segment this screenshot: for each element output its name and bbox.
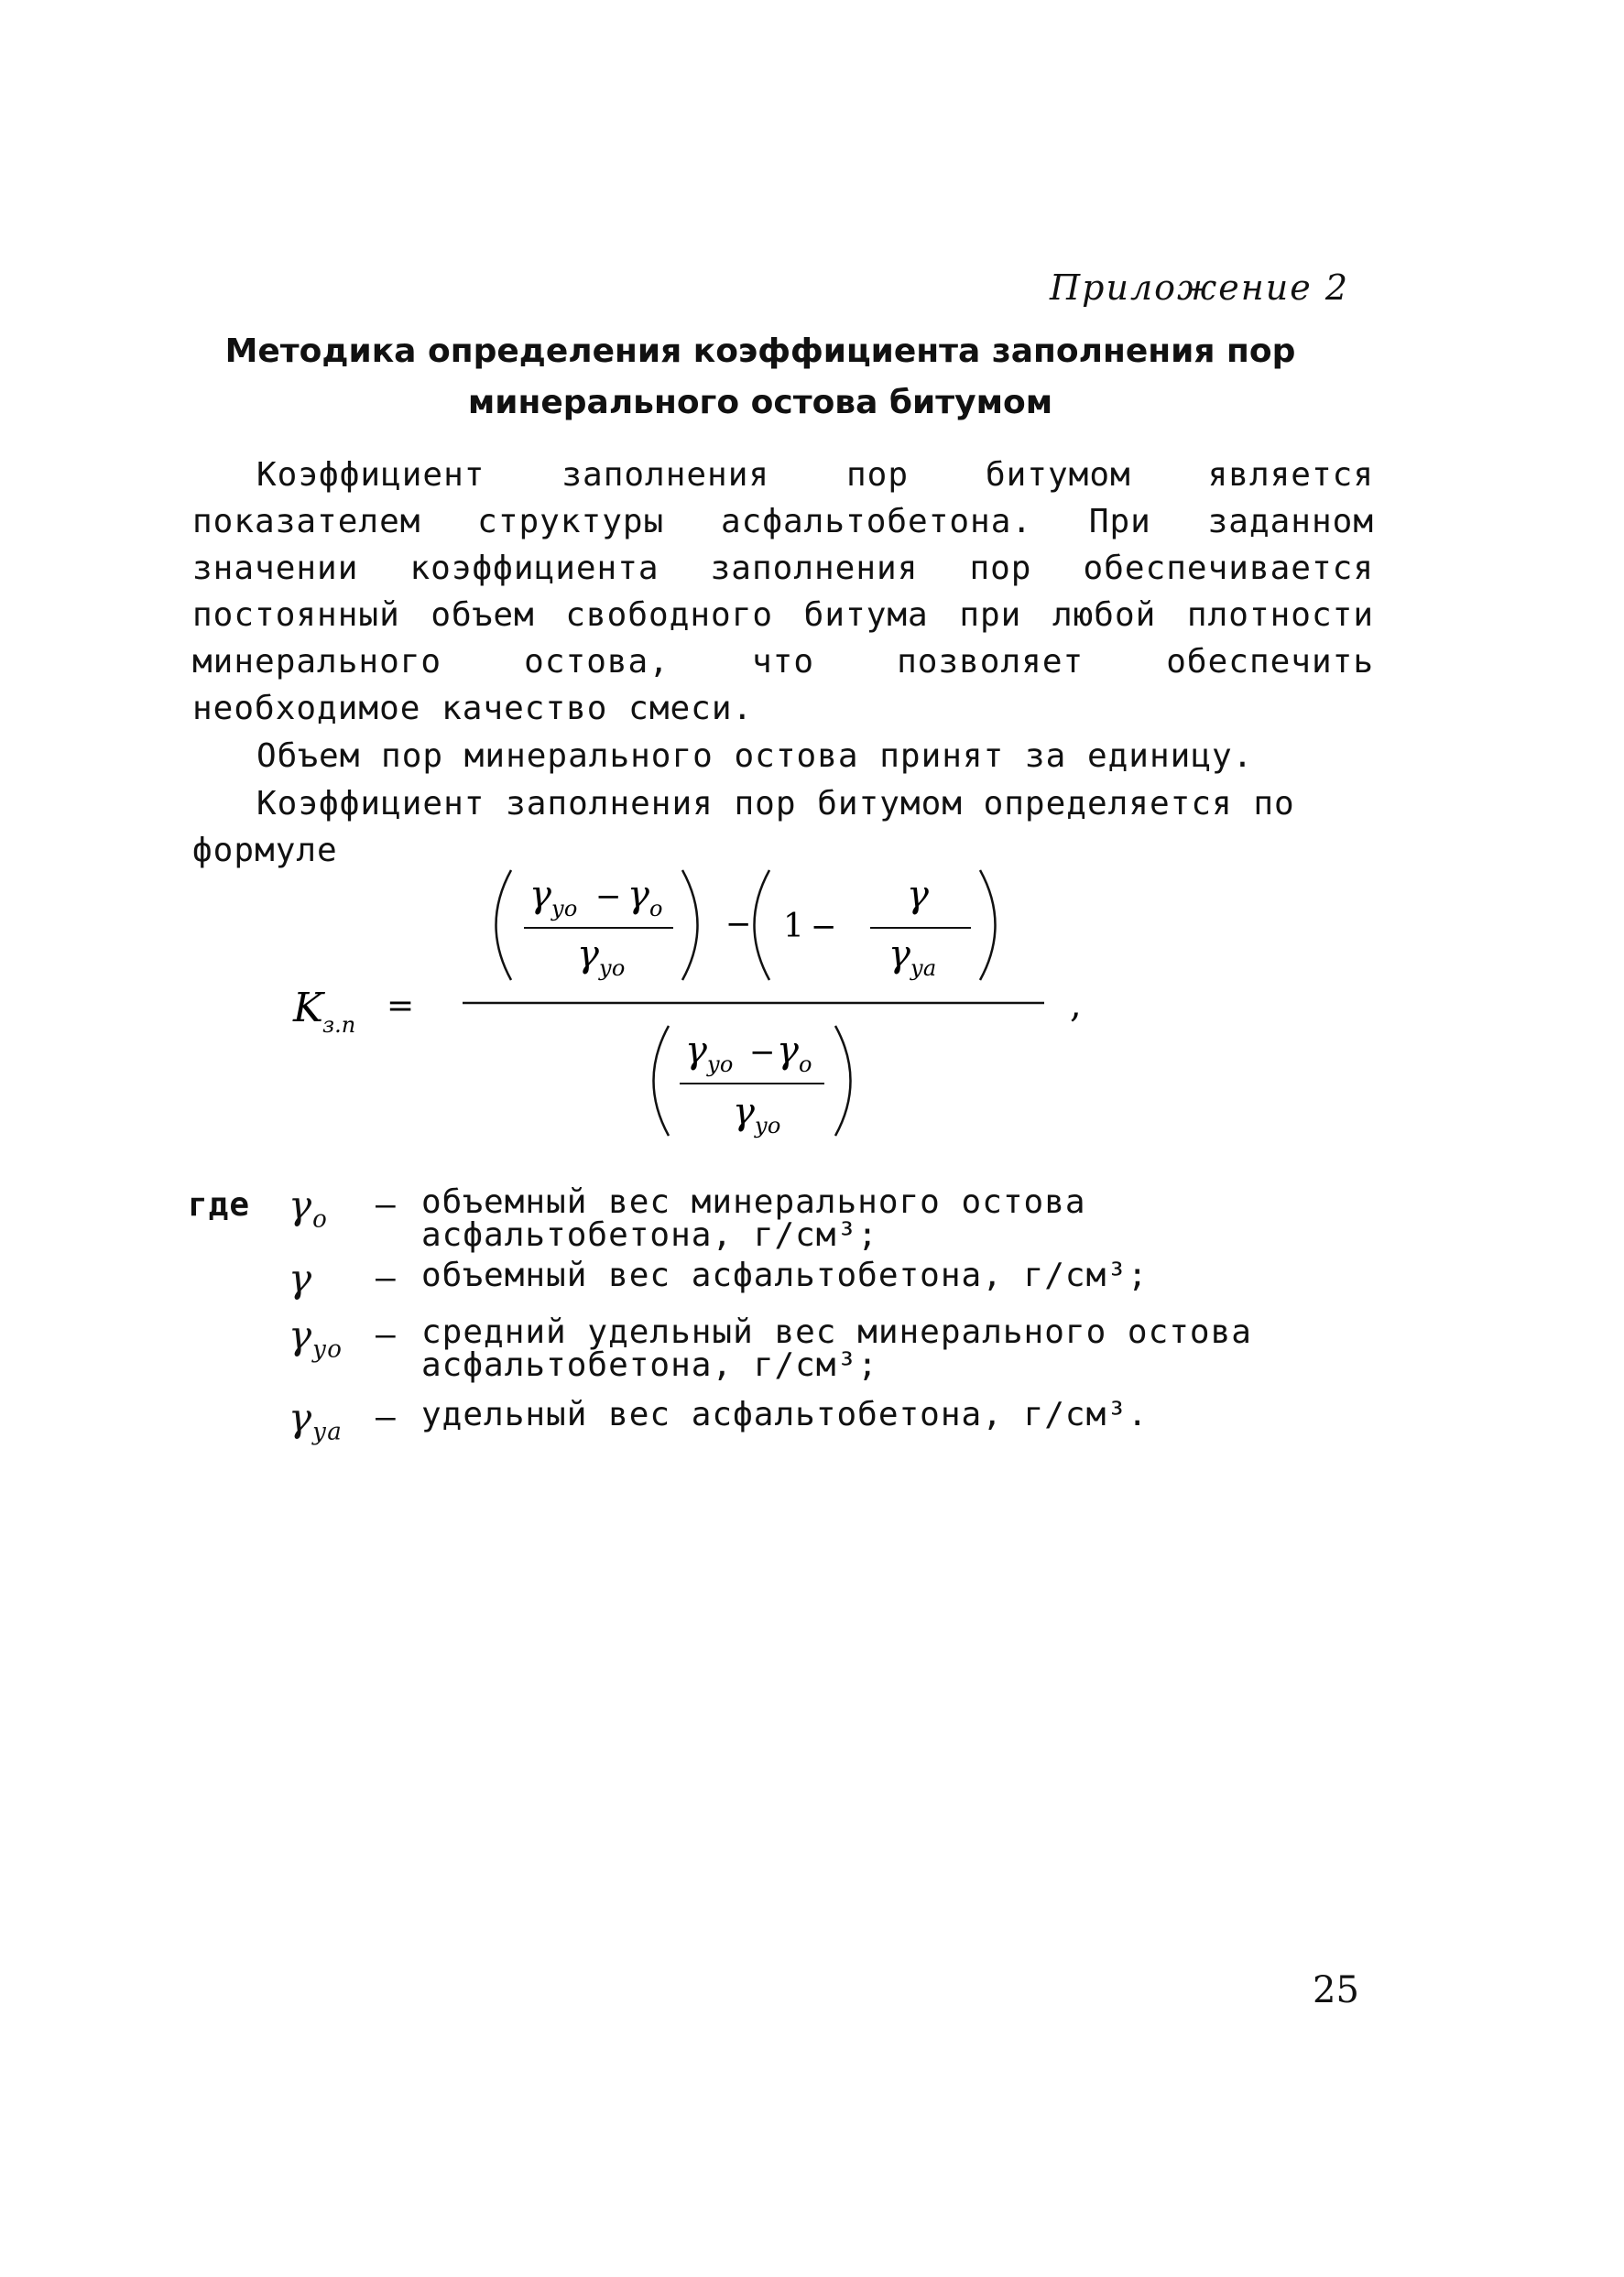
paragraph-pore-volume: Объем пор минерального остова принят за единицу. — [256, 737, 1254, 775]
num-gamma: γ — [907, 874, 929, 916]
den2-gamma-yo: γ — [685, 1030, 707, 1072]
gamma-ya-symbol: $\gamma_{уа}$ — [289, 1395, 343, 1446]
den2-gamma-o-sub: о — [799, 1051, 812, 1077]
left-paren-2 — [755, 870, 770, 980]
den-gamma-ya: γ — [888, 933, 910, 975]
section-title — [183, 326, 1337, 429]
formula-trailing-comma: , — [1070, 984, 1082, 1026]
num-minus-1: − — [595, 878, 622, 915]
right-paren-3 — [835, 1026, 851, 1136]
num-gamma-yo-sub: уо — [551, 896, 578, 921]
paragraph-intro: Коэффициент заполнения пор битумом является показателем структуры асфальтобетона. При заданном значении коэффициента заполнения пор обеспечивается постоянный объем свободного битума при любой плотности минерального остова, что позволяет обеспечить необходимое качество смеси. — [192, 456, 1374, 727]
definitions-list — [188, 1182, 1388, 1472]
formula-equals: = — [387, 987, 415, 1025]
den2-gamma-yo-bottom: γ — [733, 1091, 755, 1133]
definition-dash: – — [376, 1316, 397, 1354]
fill-coefficient-formula — [275, 856, 1099, 1149]
definition-text: объемный вес минерального остова асфальтобетона, г/см³; — [421, 1183, 1086, 1254]
num-minus-3: − — [811, 909, 837, 945]
num-gamma-o-sub: о — [649, 896, 663, 921]
definition-text: объемный вес асфальтобетона, г/см³; — [421, 1257, 1149, 1294]
formula-lhs: K — [293, 985, 323, 1031]
gamma-yo-symbol: $\gamma_{уо}$ — [289, 1313, 343, 1364]
definition-text: удельный вес асфальтобетона, г/см³. — [421, 1396, 1149, 1433]
num-gamma-yo: γ — [529, 874, 551, 916]
where-label: где — [188, 1186, 251, 1224]
definition-row — [188, 1182, 1388, 1259]
den2-minus: − — [749, 1034, 776, 1071]
den2-gamma-yo-bottom-sub: уо — [755, 1113, 781, 1138]
definition-dash: – — [376, 1259, 397, 1297]
definition-row — [188, 1395, 1388, 1472]
right-paren-1 — [682, 870, 698, 980]
den2-gamma-yo-sub: уо — [707, 1051, 734, 1077]
den-gamma-yo: γ — [577, 933, 599, 975]
title-line-2: минерального остова битумом — [467, 384, 1053, 421]
den2-gamma-o: γ — [777, 1030, 799, 1072]
num-one: 1 — [783, 908, 804, 945]
gamma-symbol: γ — [289, 1256, 313, 1301]
den-gamma-ya-sub: уа — [910, 955, 937, 981]
definition-text: средний удельный вес минерального остова асфальтобетона, г/см³; — [421, 1313, 1252, 1384]
left-paren-1 — [496, 870, 512, 980]
definition-row — [188, 1313, 1388, 1399]
definition-dash: – — [376, 1399, 397, 1436]
num-minus-2: − — [725, 906, 752, 942]
left-paren-3 — [654, 1026, 670, 1136]
paragraph-formula-intro: Коэффициент заполнения пор битумом определяется по формуле — [192, 785, 1295, 869]
definition-dash: – — [376, 1186, 397, 1224]
formula-lhs-subscript: з.п — [322, 1012, 356, 1038]
page-number: 25 — [1313, 1969, 1359, 2011]
den-gamma-yo-sub: уо — [599, 955, 626, 981]
gamma-o-symbol: $\gamma_о$ — [289, 1182, 328, 1234]
appendix-label: Приложение 2 — [1050, 267, 1349, 308]
title-line-1: Методика определения коэффициента заполнения пор — [224, 332, 1296, 370]
right-paren-2 — [980, 870, 996, 980]
num-gamma-o: γ — [627, 874, 649, 916]
definition-row — [188, 1256, 1388, 1316]
